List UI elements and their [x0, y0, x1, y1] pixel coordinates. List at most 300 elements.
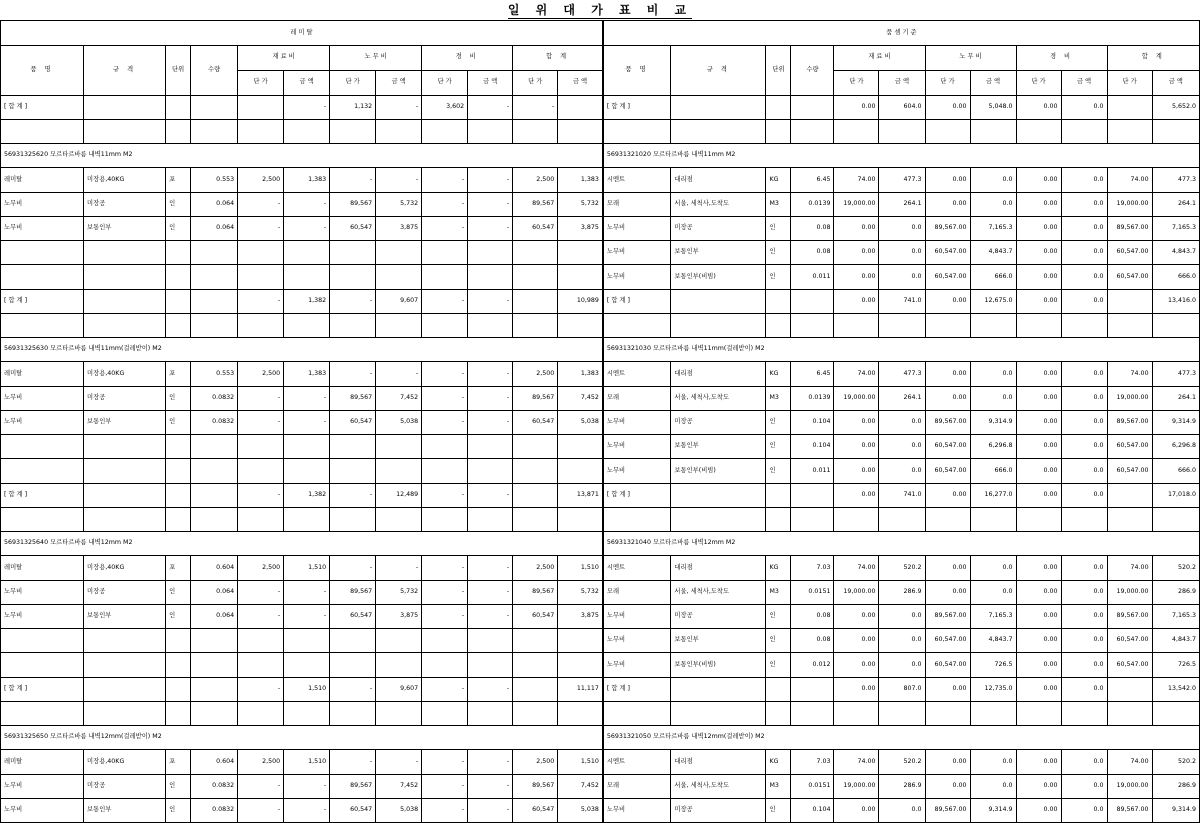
left-sub-amount: 금 액	[468, 70, 513, 95]
right-exp-price-cell: 0.00	[1016, 192, 1061, 216]
left-mat-amount-cell: 1,510	[284, 677, 330, 701]
left-col-name: 품 명	[1, 45, 84, 95]
left-labor-price-cell: 89,567	[330, 386, 376, 410]
left-exp-price-cell: -	[422, 289, 468, 313]
empty-cell	[671, 313, 766, 337]
left-spec-cell: 보통인부	[84, 604, 166, 628]
right-qty-cell: 7.03	[791, 556, 834, 580]
section-row	[1, 726, 1200, 750]
left-col-labor: 노 무 비	[330, 45, 422, 70]
left-qty-cell: 0.064	[191, 580, 238, 604]
right-section-title: 56931321020 모르타르바름 내벽11mm M2	[603, 144, 1200, 168]
right-qty-cell: 0.0151	[791, 774, 834, 798]
left-labor-amount-cell: 12,489	[376, 483, 422, 507]
left-mat-price-cell	[238, 435, 284, 459]
left-total-price-cell: 2,500	[513, 750, 558, 774]
right-mat-price-cell: 0.00	[834, 95, 879, 119]
left-qty-cell	[191, 629, 238, 653]
left-qty-cell	[191, 435, 238, 459]
left-qty-cell	[191, 95, 238, 119]
left-unit-cell	[166, 241, 191, 265]
left-name-cell: 노무비	[1, 216, 84, 240]
right-labor-price-cell: 60,547.00	[925, 459, 970, 483]
left-spec-cell: 미장공	[84, 774, 166, 798]
right-unit-cell: M3	[766, 386, 791, 410]
left-spec-cell	[84, 265, 166, 289]
left-total-price-cell	[513, 289, 558, 313]
left-labor-amount-cell: 7,452	[376, 774, 422, 798]
empty-cell	[284, 507, 330, 531]
right-mat-price-cell: 0.00	[834, 604, 879, 628]
right-labor-price-cell: 0.00	[925, 677, 970, 701]
left-exp-amount-cell: -	[468, 798, 513, 822]
table-row	[1, 435, 1200, 459]
right-labor-amount-cell: 7,165.3	[970, 604, 1016, 628]
left-exp-price-cell: -	[422, 798, 468, 822]
left-exp-price-cell	[422, 265, 468, 289]
left-qty-cell: 0.604	[191, 556, 238, 580]
right-exp-price-cell: 0.00	[1016, 629, 1061, 653]
table-row	[1, 629, 1200, 653]
empty-cell	[791, 119, 834, 143]
right-mat-amount-cell: 0.0	[879, 798, 925, 822]
left-mat-amount-cell	[284, 459, 330, 483]
right-exp-amount-cell: 0.0	[1061, 95, 1107, 119]
left-total-amount-cell: 1,510	[558, 556, 603, 580]
right-qty-cell: 0.08	[791, 629, 834, 653]
right-total-amount-cell: 17,018.0	[1152, 483, 1199, 507]
empty-cell	[1107, 701, 1152, 725]
left-qty-cell: 0.553	[191, 168, 238, 192]
empty-cell	[671, 119, 766, 143]
comparison-table	[0, 20, 1200, 823]
table-row	[1, 241, 1200, 265]
left-col-total: 합 계	[513, 45, 603, 70]
empty-cell	[1, 313, 84, 337]
left-name-cell: 노무비	[1, 580, 84, 604]
right-section-title: 56931321040 모르타르바름 내벽12mm M2	[603, 532, 1200, 556]
empty-cell	[330, 507, 376, 531]
right-mat-amount-cell: 0.0	[879, 629, 925, 653]
left-qty-cell: 0.064	[191, 216, 238, 240]
left-labor-amount-cell	[376, 459, 422, 483]
right-mat-price-cell: 19,000.00	[834, 386, 879, 410]
right-labor-amount-cell: 12,735.0	[970, 677, 1016, 701]
left-qty-cell	[191, 289, 238, 313]
right-sub-amount: 금 액	[879, 70, 925, 95]
left-name-cell: [ 합 계 ]	[1, 677, 84, 701]
right-exp-amount-cell: 0.0	[1061, 677, 1107, 701]
left-name-cell: 노무비	[1, 386, 84, 410]
right-unit-cell: KG	[766, 750, 791, 774]
right-exp-price-cell: 0.00	[1016, 556, 1061, 580]
left-name-cell	[1, 435, 84, 459]
left-total-price-cell	[513, 459, 558, 483]
left-total-price-cell	[513, 677, 558, 701]
left-mat-price-cell: -	[238, 677, 284, 701]
left-labor-amount-cell	[376, 241, 422, 265]
right-total-amount-cell: 13,542.0	[1152, 677, 1199, 701]
left-exp-amount-cell: -	[468, 95, 513, 119]
right-group-header: 품 셈 기 준	[603, 21, 1200, 46]
right-spec-cell: 서울, 세척사,도착도	[671, 774, 766, 798]
left-spec-cell: 미장용,40KG	[84, 556, 166, 580]
empty-cell	[558, 507, 603, 531]
empty-cell	[1016, 119, 1061, 143]
empty-cell	[468, 701, 513, 725]
right-total-price-cell: 74.00	[1107, 168, 1152, 192]
right-exp-price-cell: 0.00	[1016, 95, 1061, 119]
right-spec-cell: 미장공	[671, 410, 766, 434]
right-labor-price-cell: 60,547.00	[925, 653, 970, 677]
left-exp-price-cell: -	[422, 750, 468, 774]
empty-cell	[422, 701, 468, 725]
right-total-price-cell: 19,000.00	[1107, 580, 1152, 604]
right-qty-cell: 0.08	[791, 241, 834, 265]
left-unit-cell: 인	[166, 798, 191, 822]
right-labor-price-cell: 0.00	[925, 774, 970, 798]
right-labor-amount-cell: 9,314.9	[970, 798, 1016, 822]
right-name-cell: 노무비	[603, 435, 671, 459]
right-exp-amount-cell: 0.0	[1061, 216, 1107, 240]
right-labor-amount-cell: 666.0	[970, 459, 1016, 483]
left-unit-cell: 인	[166, 216, 191, 240]
right-mat-price-cell: 0.00	[834, 265, 879, 289]
left-labor-price-cell	[330, 459, 376, 483]
empty-cell	[558, 701, 603, 725]
left-qty-cell: 0.0832	[191, 798, 238, 822]
left-name-cell	[1, 459, 84, 483]
left-total-price-cell: 89,567	[513, 580, 558, 604]
right-mat-amount-cell: 0.0	[879, 265, 925, 289]
left-total-price-cell: 2,500	[513, 362, 558, 386]
right-col-labor: 노 무 비	[925, 45, 1016, 70]
right-spec-cell: 미장공	[671, 798, 766, 822]
right-unit-cell: KG	[766, 362, 791, 386]
right-labor-amount-cell: 0.0	[970, 362, 1016, 386]
right-total-price-cell: 74.00	[1107, 556, 1152, 580]
right-qty-cell: 0.08	[791, 604, 834, 628]
left-total-price-cell: -	[513, 95, 558, 119]
right-total-amount-cell: 264.1	[1152, 192, 1199, 216]
left-exp-price-cell	[422, 459, 468, 483]
right-exp-amount-cell: 0.0	[1061, 192, 1107, 216]
left-labor-price-cell	[330, 241, 376, 265]
right-labor-amount-cell: 4,843.7	[970, 629, 1016, 653]
left-labor-price-cell: 89,567	[330, 580, 376, 604]
right-name-cell: 노무비	[603, 653, 671, 677]
left-total-amount-cell: 11,117	[558, 677, 603, 701]
left-total-amount-cell: 3,875	[558, 216, 603, 240]
empty-cell	[1152, 119, 1199, 143]
right-sub-price: 단 가	[1016, 70, 1061, 95]
right-labor-price-cell: 0.00	[925, 192, 970, 216]
left-spec-cell	[84, 677, 166, 701]
document-title: 일 위 대 가 표 비 교	[507, 3, 693, 17]
left-section-title: 56931325640 모르타르바름 내벽12mm M2	[1, 532, 603, 556]
right-total-amount-cell: 264.1	[1152, 386, 1199, 410]
left-exp-amount-cell: -	[468, 386, 513, 410]
left-qty-cell	[191, 241, 238, 265]
left-name-cell: 레미탈	[1, 556, 84, 580]
left-total-amount-cell: 10,989	[558, 289, 603, 313]
right-mat-price-cell: 0.00	[834, 216, 879, 240]
right-mat-amount-cell: 286.9	[879, 580, 925, 604]
right-labor-price-cell: 0.00	[925, 580, 970, 604]
right-section-title: 56931321030 모르타르바름 내벽11mm(걸레받이) M2	[603, 338, 1200, 362]
right-name-cell: [ 합 계 ]	[603, 289, 671, 313]
left-exp-price-cell: -	[422, 483, 468, 507]
right-mat-price-cell: 74.00	[834, 556, 879, 580]
right-labor-price-cell: 60,547.00	[925, 435, 970, 459]
right-mat-price-cell: 19,000.00	[834, 580, 879, 604]
right-labor-price-cell: 60,547.00	[925, 241, 970, 265]
empty-cell	[791, 313, 834, 337]
left-exp-price-cell: -	[422, 774, 468, 798]
right-labor-amount-cell: 9,314.9	[970, 410, 1016, 434]
left-qty-cell	[191, 265, 238, 289]
right-exp-amount-cell: 0.0	[1061, 750, 1107, 774]
left-col-qty: 수량	[191, 45, 238, 95]
right-name-cell: 시멘트	[603, 168, 671, 192]
right-qty-cell: 6.45	[791, 362, 834, 386]
right-qty-cell: 0.08	[791, 216, 834, 240]
table-row	[1, 459, 1200, 483]
right-name-cell: 노무비	[603, 216, 671, 240]
left-exp-amount-cell: -	[468, 580, 513, 604]
left-exp-amount-cell: -	[468, 774, 513, 798]
left-unit-cell: 인	[166, 386, 191, 410]
left-mat-price-cell	[238, 459, 284, 483]
right-name-cell: 노무비	[603, 629, 671, 653]
right-unit-cell	[766, 289, 791, 313]
left-labor-amount-cell	[376, 435, 422, 459]
empty-cell	[879, 119, 925, 143]
left-exp-price-cell	[422, 241, 468, 265]
right-labor-price-cell: 0.00	[925, 289, 970, 313]
empty-cell	[925, 313, 970, 337]
left-name-cell: 노무비	[1, 774, 84, 798]
left-col-spec: 규 격	[84, 45, 166, 95]
empty-cell	[284, 119, 330, 143]
empty-cell	[1061, 507, 1107, 531]
right-mat-amount-cell: 0.0	[879, 241, 925, 265]
left-total-amount-cell	[558, 95, 603, 119]
left-exp-price-cell: -	[422, 556, 468, 580]
right-exp-price-cell: 0.00	[1016, 653, 1061, 677]
section-row	[1, 144, 1200, 168]
empty-cell	[834, 119, 879, 143]
left-mat-amount-cell	[284, 629, 330, 653]
right-mat-price-cell: 0.00	[834, 289, 879, 313]
empty-cell	[766, 701, 791, 725]
left-qty-cell: 0.0832	[191, 386, 238, 410]
right-unit-cell: KG	[766, 556, 791, 580]
left-sub-amount: 금 액	[376, 70, 422, 95]
right-mat-amount-cell: 520.2	[879, 750, 925, 774]
left-mat-amount-cell: 1,383	[284, 168, 330, 192]
right-name-cell: [ 합 계 ]	[603, 677, 671, 701]
right-unit-cell: M3	[766, 192, 791, 216]
left-labor-price-cell: 1,132	[330, 95, 376, 119]
right-mat-price-cell: 19,000.00	[834, 774, 879, 798]
right-mat-amount-cell: 0.0	[879, 435, 925, 459]
right-exp-amount-cell: 0.0	[1061, 265, 1107, 289]
left-unit-cell	[166, 289, 191, 313]
right-total-price-cell	[1107, 483, 1152, 507]
left-labor-price-cell: -	[330, 677, 376, 701]
empty-cell	[879, 313, 925, 337]
left-labor-price-cell: 60,547	[330, 604, 376, 628]
left-qty-cell: 0.604	[191, 750, 238, 774]
left-unit-cell: 포	[166, 556, 191, 580]
right-qty-cell: 0.0139	[791, 386, 834, 410]
right-exp-amount-cell: 0.0	[1061, 580, 1107, 604]
empty-cell	[238, 507, 284, 531]
right-mat-amount-cell: 0.0	[879, 459, 925, 483]
right-exp-price-cell: 0.00	[1016, 677, 1061, 701]
right-mat-price-cell: 0.00	[834, 629, 879, 653]
right-sub-amount: 금 액	[1152, 70, 1199, 95]
empty-cell	[1, 507, 84, 531]
right-mat-amount-cell: 741.0	[879, 483, 925, 507]
right-qty-cell: 0.012	[791, 653, 834, 677]
empty-cell	[879, 701, 925, 725]
left-total-amount-cell: 1,510	[558, 750, 603, 774]
left-mat-price-cell	[238, 95, 284, 119]
left-labor-amount-cell: -	[376, 556, 422, 580]
left-labor-price-cell	[330, 435, 376, 459]
left-mat-price-cell: 2,500	[238, 362, 284, 386]
empty-cell	[1061, 313, 1107, 337]
left-total-price-cell	[513, 483, 558, 507]
right-labor-amount-cell: 0.0	[970, 168, 1016, 192]
left-spec-cell	[84, 483, 166, 507]
left-labor-amount-cell	[376, 653, 422, 677]
right-mat-amount-cell: 477.3	[879, 168, 925, 192]
empty-cell	[925, 701, 970, 725]
left-total-amount-cell: 3,875	[558, 604, 603, 628]
left-qty-cell: 0.0832	[191, 774, 238, 798]
left-mat-price-cell	[238, 241, 284, 265]
empty-cell	[238, 313, 284, 337]
left-qty-cell: 0.064	[191, 604, 238, 628]
empty-cell	[791, 701, 834, 725]
right-exp-amount-cell: 0.0	[1061, 774, 1107, 798]
right-total-price-cell: 74.00	[1107, 362, 1152, 386]
right-unit-cell: 인	[766, 459, 791, 483]
right-total-amount-cell: 13,416.0	[1152, 289, 1199, 313]
right-mat-amount-cell: 604.0	[879, 95, 925, 119]
empty-cell	[1107, 507, 1152, 531]
right-spec-cell: 서울, 세척사,도착도	[671, 580, 766, 604]
right-total-amount-cell: 9,314.9	[1152, 410, 1199, 434]
left-mat-price-cell: 2,500	[238, 556, 284, 580]
left-exp-price-cell: -	[422, 410, 468, 434]
right-col-unit: 단위	[766, 45, 791, 95]
right-qty-cell: 0.011	[791, 459, 834, 483]
empty-cell	[1016, 701, 1061, 725]
right-total-price-cell: 60,547.00	[1107, 241, 1152, 265]
right-mat-price-cell: 0.00	[834, 483, 879, 507]
right-total-amount-cell: 9,314.9	[1152, 798, 1199, 822]
left-spec-cell: 보통인부	[84, 798, 166, 822]
right-unit-cell: 인	[766, 435, 791, 459]
left-mat-price-cell: -	[238, 289, 284, 313]
right-exp-price-cell: 0.00	[1016, 289, 1061, 313]
left-labor-price-cell: 89,567	[330, 774, 376, 798]
right-mat-amount-cell: 0.0	[879, 653, 925, 677]
left-labor-amount-cell: -	[376, 168, 422, 192]
right-spec-cell	[671, 677, 766, 701]
empty-cell	[1061, 701, 1107, 725]
empty-cell	[834, 313, 879, 337]
left-labor-price-cell: 60,547	[330, 410, 376, 434]
left-labor-price-cell: -	[330, 289, 376, 313]
right-labor-amount-cell: 666.0	[970, 265, 1016, 289]
right-name-cell: 모래	[603, 580, 671, 604]
blank-row	[1, 701, 1200, 725]
empty-cell	[603, 507, 671, 531]
left-total-price-cell: 89,567	[513, 774, 558, 798]
empty-cell	[1152, 507, 1199, 531]
empty-cell	[671, 701, 766, 725]
empty-cell	[1, 119, 84, 143]
right-labor-amount-cell: 0.0	[970, 774, 1016, 798]
table-row	[1, 289, 1200, 313]
left-labor-amount-cell	[376, 265, 422, 289]
left-unit-cell: 인	[166, 604, 191, 628]
left-labor-amount-cell: 7,452	[376, 386, 422, 410]
left-mat-price-cell: -	[238, 483, 284, 507]
right-spec-cell: 대리점	[671, 556, 766, 580]
left-name-cell	[1, 265, 84, 289]
right-total-price-cell: 19,000.00	[1107, 774, 1152, 798]
left-mat-amount-cell: -	[284, 410, 330, 434]
empty-cell	[834, 701, 879, 725]
right-name-cell: 모래	[603, 192, 671, 216]
left-sub-amount: 금 액	[558, 70, 603, 95]
left-mat-amount-cell: 1,382	[284, 289, 330, 313]
right-mat-price-cell: 0.00	[834, 653, 879, 677]
right-labor-price-cell: 0.00	[925, 362, 970, 386]
right-unit-cell: KG	[766, 168, 791, 192]
empty-cell	[84, 507, 166, 531]
table-row	[1, 580, 1200, 604]
left-col-material: 재 료 비	[238, 45, 330, 70]
empty-cell	[1016, 507, 1061, 531]
right-mat-price-cell: 0.00	[834, 459, 879, 483]
table-row	[1, 386, 1200, 410]
right-col-total: 합 계	[1107, 45, 1199, 70]
empty-cell	[834, 507, 879, 531]
left-mat-amount-cell	[284, 653, 330, 677]
left-mat-amount-cell: 1,382	[284, 483, 330, 507]
right-spec-cell: 보통인부(비빔)	[671, 265, 766, 289]
left-name-cell: 레미탈	[1, 168, 84, 192]
left-labor-amount-cell	[376, 629, 422, 653]
right-total-price-cell: 19,000.00	[1107, 386, 1152, 410]
left-name-cell: [ 합 계 ]	[1, 95, 84, 119]
right-mat-price-cell: 74.00	[834, 362, 879, 386]
left-total-amount-cell	[558, 653, 603, 677]
right-total-price-cell: 89,567.00	[1107, 410, 1152, 434]
empty-cell	[376, 313, 422, 337]
empty-cell	[376, 701, 422, 725]
left-mat-amount-cell	[284, 435, 330, 459]
right-total-amount-cell: 477.3	[1152, 362, 1199, 386]
right-spec-cell: 대리점	[671, 168, 766, 192]
